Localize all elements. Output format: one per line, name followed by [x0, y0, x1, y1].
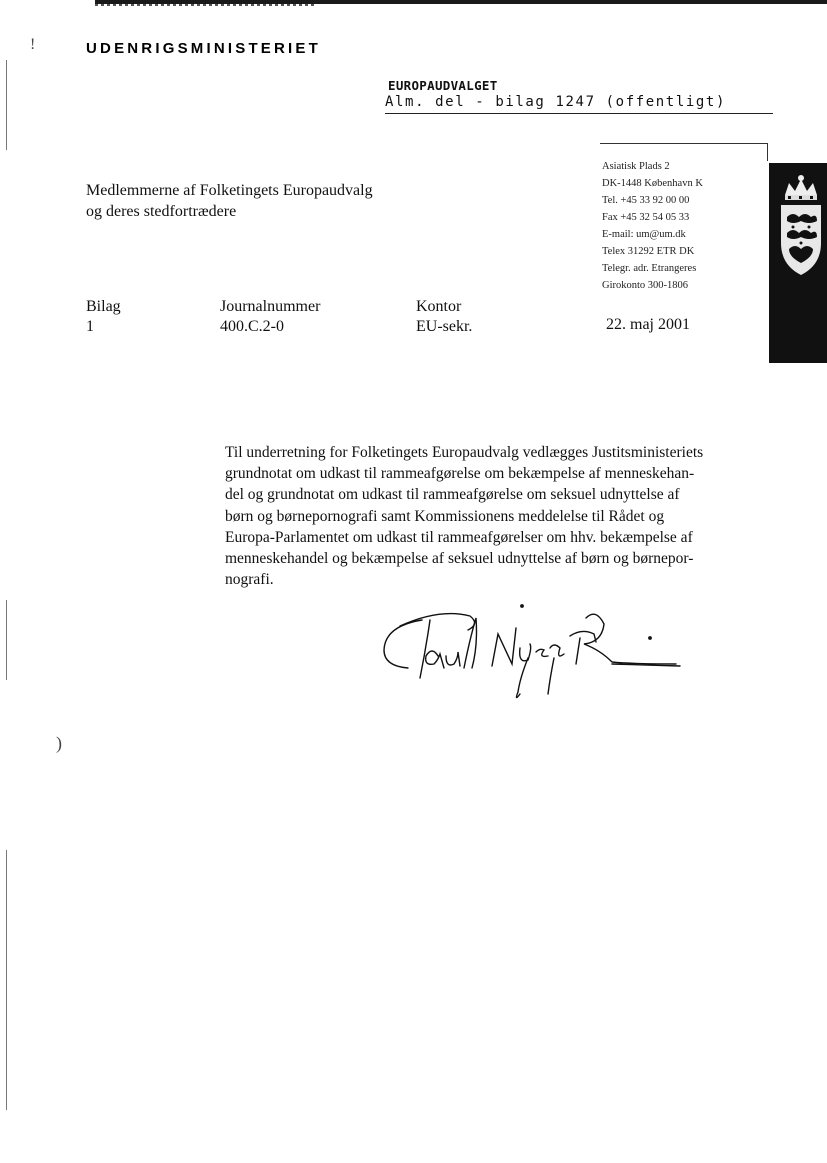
- bilag-label: Bilag: [86, 298, 121, 315]
- kontor-label: Kontor: [416, 298, 462, 315]
- ministry-name: UDENRIGSMINISTERIET: [86, 40, 321, 57]
- letter-date: 22. maj 2001: [606, 316, 690, 333]
- body-line: nografi.: [225, 571, 274, 589]
- scan-left-edge: [6, 600, 7, 680]
- coat-of-arms-logo: [769, 163, 827, 363]
- stamp-underline: [385, 113, 773, 114]
- journal-value: 400.C.2-0: [220, 318, 284, 335]
- body-line: Europa-Parlamentet om udkast til rammeafgørelser om hhv. bekæmpelse af: [225, 528, 693, 546]
- crown-shield-icon: [775, 173, 827, 283]
- contact-block: [602, 158, 703, 294]
- contact-email: E-mail: um@um.dk: [602, 229, 686, 240]
- stamp-reference: Alm. del - bilag 1247 (offentligt): [385, 94, 726, 110]
- bilag-value: 1: [86, 318, 94, 335]
- margin-mark: ): [56, 733, 62, 753]
- body-line: Til underretning for Folketingets Europaudvalg vedlægges Justitsministeriets: [225, 444, 704, 461]
- contact-telegram: Telegr. adr. Etrangeres: [602, 263, 697, 274]
- body-line: del og grundnotat om udkast til rammeafgørelse om seksuel udnyttelse af: [225, 486, 680, 504]
- recipient-line: Medlemmerne af Folketingets Europaudvalg: [86, 182, 373, 199]
- body-line: børn og børnepornografi samt Kommissionens meddelelse til Rådet og: [225, 507, 665, 525]
- scan-left-edge: [6, 850, 7, 1110]
- handwritten-signature: [380, 598, 690, 713]
- journal-field: [220, 297, 320, 337]
- contact-telex: Telex 31292 ETR DK: [602, 246, 695, 257]
- contact-divider: [600, 143, 768, 144]
- signature-drawing: [380, 598, 690, 708]
- journal-label: Journalnummer: [220, 298, 321, 315]
- recipient-block: [86, 180, 373, 222]
- scan-left-edge: [6, 60, 7, 150]
- body-line: grundnotat om udkast til rammeafgørelse om bekæmpelse af menneskehan-: [225, 465, 695, 483]
- body-line: menneskehandel og bekæmpelse af seksuel udnyttelse af børn og børnepor-: [225, 550, 694, 568]
- contact-phone: Tel. +45 33 92 00 00: [602, 195, 690, 206]
- contact-address: Asiatisk Plads 2: [602, 161, 670, 172]
- stamp-committee: EUROPAUDVALGET: [388, 78, 498, 93]
- scan-top-edge-dashes: [95, 4, 315, 6]
- contact-giro: Girokonto 300-1806: [602, 280, 689, 291]
- letter-body: [225, 442, 770, 590]
- contact-city: DK-1448 København K: [602, 178, 703, 189]
- contact-fax: Fax +45 32 54 05 33: [602, 212, 690, 223]
- margin-mark: !: [30, 36, 36, 53]
- recipient-line: og deres stedfortrædere: [86, 203, 237, 220]
- bilag-field: [86, 297, 121, 337]
- kontor-field: [416, 297, 472, 337]
- contact-divider: [767, 143, 768, 161]
- kontor-value: EU-sekr.: [416, 318, 473, 335]
